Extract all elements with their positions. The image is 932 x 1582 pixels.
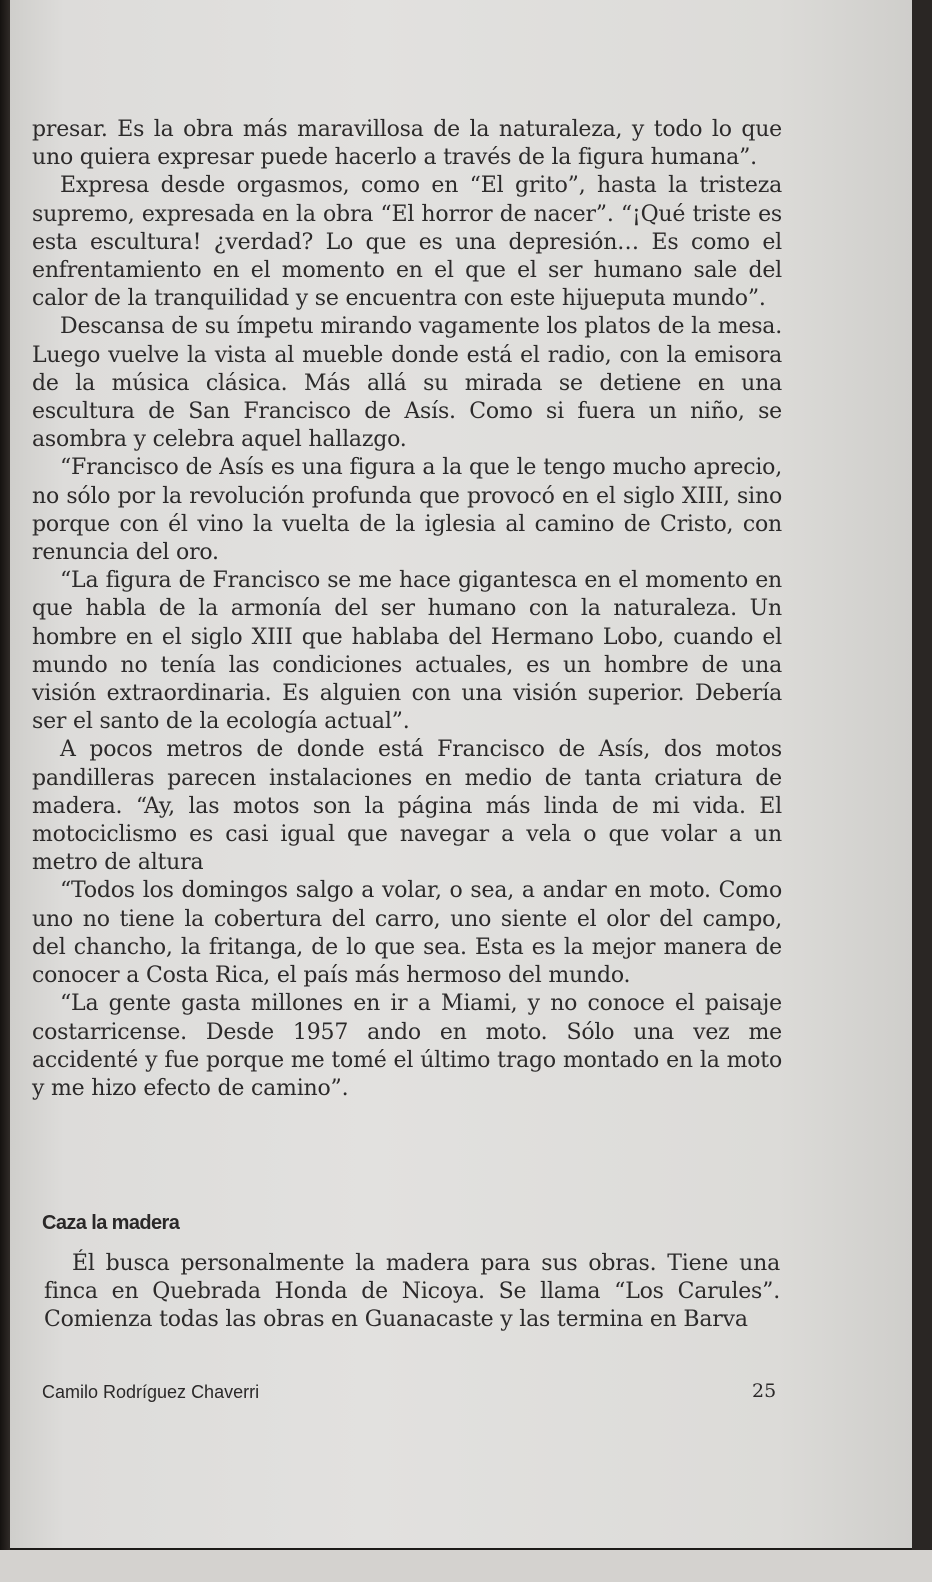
paragraph-el-grito: Expresa desde orgasmos, como en “El grito”, hasta la tristeza supremo, expresada en la obra “El horror de nacer”. “¡Qué triste es esta escultura! ¿verdad? Lo que es una depresión… Es como el enfrentamiento en el momento en el que el ser humano sale del calor de la tranquilidad y se encuentra con este hijueputa mundo”. — [32, 173, 782, 312]
page-number: 25 — [752, 1380, 777, 1402]
section-body — [44, 1250, 780, 1334]
paragraph-continuation: presar. Es la obra más maravillosa de la naturaleza, y todo lo que uno quiera expresar puede hacerlo a través de la figura humana”. — [32, 117, 782, 171]
paragraph-descansa: Descansa de su ímpetu mirando vagamente los platos de la mesa. Luego vuelve la vista al mueble donde está el radio, con la emisora de la música clásica. Más allá su mirada se detiene en una escultura de San Francisco de Asís. Como si fuera un niño, se asombra y celebra aquel hallazgo. — [32, 314, 782, 453]
page-bottom-edge — [0, 1550, 932, 1582]
footer-author: Camilo Rodríguez Chaverri — [42, 1382, 260, 1402]
paragraph-francisco-gigantesca: “La figura de Francisco se me hace gigantesca en el momento en que habla de la armonía del ser humano con la naturaleza. Un hombre en el siglo XIII que hablaba del Hermano Lobo, cuando el mundo no tenía las condiciones actuales, es un hombre de una visión extraordinaria. Es alguien con una visión superior. Debería ser el santo de la ecología actual”. — [32, 568, 782, 735]
paragraph-francisco-aprecio: “Francisco de Asís es una figura a la que le tengo mucho aprecio, no sólo por la revolución profunda que provocó en el siglo XIII, sino porque con él vino la vuelta de la iglesia al camino de Cristo, con renuncia del oro. — [32, 455, 782, 566]
paragraph-miami: “La gente gasta millones en ir a Miami, y no conoce el paisaje costarricense. Desde 1957 ando en moto. Sólo una vez me accidenté y fue porque me tomé el último trago montado en la moto y me hizo efecto de camino”. — [32, 991, 782, 1101]
paragraph-caza-madera: Él busca personalmente la madera para sus obras. Tiene una finca en Quebrada Honda de Nicoya. Se llama “Los Carules”. Comienza todas las obras en Guanacaste y las termina en Barva — [44, 1251, 780, 1332]
paragraph-domingos: “Todos los domingos salgo a volar, o sea, a andar en moto. Como uno no tiene la cobertura del carro, uno siente el olor del campo, del chancho, la fritanga, de lo que sea. Esta es la mejor manera de conocer a Costa Rica, el país más hermoso del mundo. — [32, 878, 782, 989]
paragraph-motos: A pocos metros de donde está Francisco de Asís, dos motos pandilleras parecen instalaciones en medio de tanta criatura de madera. “Ay, las motos son la página más linda de mi vida. El motociclismo es casi igual que navegar a vela o que volar a un metro de altura — [32, 737, 782, 876]
body-text — [32, 116, 782, 1103]
section-heading: Caza la madera — [42, 1212, 180, 1234]
